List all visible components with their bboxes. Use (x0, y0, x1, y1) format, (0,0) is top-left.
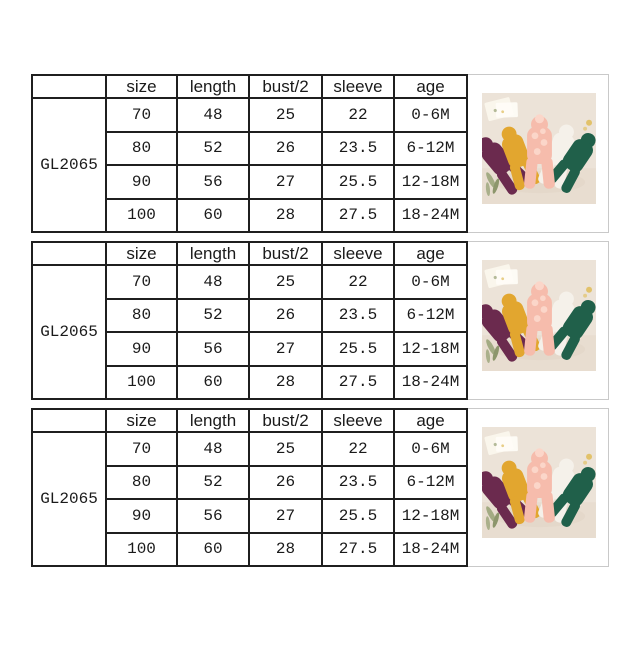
cell-length: 60 (177, 199, 249, 233)
col-header-age: age (394, 75, 467, 98)
col-header-bust: bust/2 (249, 409, 322, 432)
cell-sleeve: 23.5 (322, 299, 394, 333)
cell-size: 100 (106, 366, 177, 400)
cell-age: 18-24M (394, 366, 467, 400)
table-row (32, 98, 467, 132)
col-header-bust: bust/2 (249, 75, 322, 98)
cell-length: 56 (177, 332, 249, 366)
product-image (482, 427, 596, 538)
product-image (482, 260, 596, 371)
size-chart-section-2 (31, 241, 609, 400)
model-cell: GL2065 (32, 432, 106, 566)
cell-age: 12-18M (394, 332, 467, 366)
col-header-length: length (177, 75, 249, 98)
cell-length: 52 (177, 466, 249, 500)
cell-bust: 27 (249, 165, 322, 199)
col-header-length: length (177, 409, 249, 432)
cell-size: 90 (106, 332, 177, 366)
cell-bust: 27 (249, 332, 322, 366)
col-header-sleeve: sleeve (322, 242, 394, 265)
cell-age: 6-12M (394, 299, 467, 333)
corner-cell (32, 409, 106, 432)
size-chart-table (31, 74, 468, 233)
cell-size: 70 (106, 432, 177, 466)
size-chart-section-1 (31, 74, 609, 233)
corner-cell (32, 242, 106, 265)
cell-bust: 25 (249, 98, 322, 132)
col-header-age: age (394, 242, 467, 265)
col-header-age: age (394, 409, 467, 432)
cell-sleeve: 22 (322, 265, 394, 299)
table-row (32, 432, 467, 466)
cell-size: 90 (106, 165, 177, 199)
cell-sleeve: 25.5 (322, 332, 394, 366)
col-header-length: length (177, 242, 249, 265)
cell-size: 100 (106, 199, 177, 233)
cell-sleeve: 27.5 (322, 199, 394, 233)
cell-length: 60 (177, 533, 249, 567)
cell-sleeve: 23.5 (322, 466, 394, 500)
size-chart-table (31, 241, 468, 400)
cell-sleeve: 25.5 (322, 165, 394, 199)
cell-bust: 28 (249, 366, 322, 400)
cell-bust: 26 (249, 466, 322, 500)
cell-bust: 28 (249, 199, 322, 233)
model-cell: GL2065 (32, 265, 106, 399)
cell-length: 48 (177, 432, 249, 466)
cell-bust: 28 (249, 533, 322, 567)
cell-bust: 27 (249, 499, 322, 533)
cell-length: 52 (177, 132, 249, 166)
cell-size: 80 (106, 466, 177, 500)
cell-bust: 25 (249, 432, 322, 466)
size-chart-table (31, 408, 468, 567)
cell-age: 12-18M (394, 165, 467, 199)
cell-age: 0-6M (394, 265, 467, 299)
col-header-size: size (106, 409, 177, 432)
cell-age: 18-24M (394, 199, 467, 233)
cell-length: 56 (177, 499, 249, 533)
header-row (32, 409, 467, 432)
cell-bust: 26 (249, 299, 322, 333)
cell-size: 70 (106, 98, 177, 132)
cell-size: 90 (106, 499, 177, 533)
cell-length: 48 (177, 265, 249, 299)
cell-sleeve: 25.5 (322, 499, 394, 533)
cell-length: 52 (177, 299, 249, 333)
cell-bust: 26 (249, 132, 322, 166)
header-row (32, 75, 467, 98)
table-row (32, 265, 467, 299)
cell-sleeve: 22 (322, 98, 394, 132)
cell-size: 100 (106, 533, 177, 567)
cell-age: 6-12M (394, 132, 467, 166)
col-header-bust: bust/2 (249, 242, 322, 265)
cell-sleeve: 23.5 (322, 132, 394, 166)
cell-age: 0-6M (394, 432, 467, 466)
cell-sleeve: 27.5 (322, 366, 394, 400)
col-header-size: size (106, 242, 177, 265)
cell-size: 80 (106, 132, 177, 166)
size-chart-section-3 (31, 408, 609, 567)
cell-size: 80 (106, 299, 177, 333)
header-row (32, 242, 467, 265)
col-header-size: size (106, 75, 177, 98)
cell-bust: 25 (249, 265, 322, 299)
product-image (482, 93, 596, 204)
model-cell: GL2065 (32, 98, 106, 232)
cell-age: 0-6M (394, 98, 467, 132)
cell-age: 18-24M (394, 533, 467, 567)
cell-age: 6-12M (394, 466, 467, 500)
cell-sleeve: 22 (322, 432, 394, 466)
cell-length: 48 (177, 98, 249, 132)
col-header-sleeve: sleeve (322, 409, 394, 432)
cell-length: 56 (177, 165, 249, 199)
cell-sleeve: 27.5 (322, 533, 394, 567)
cell-size: 70 (106, 265, 177, 299)
col-header-sleeve: sleeve (322, 75, 394, 98)
cell-age: 12-18M (394, 499, 467, 533)
corner-cell (32, 75, 106, 98)
cell-length: 60 (177, 366, 249, 400)
